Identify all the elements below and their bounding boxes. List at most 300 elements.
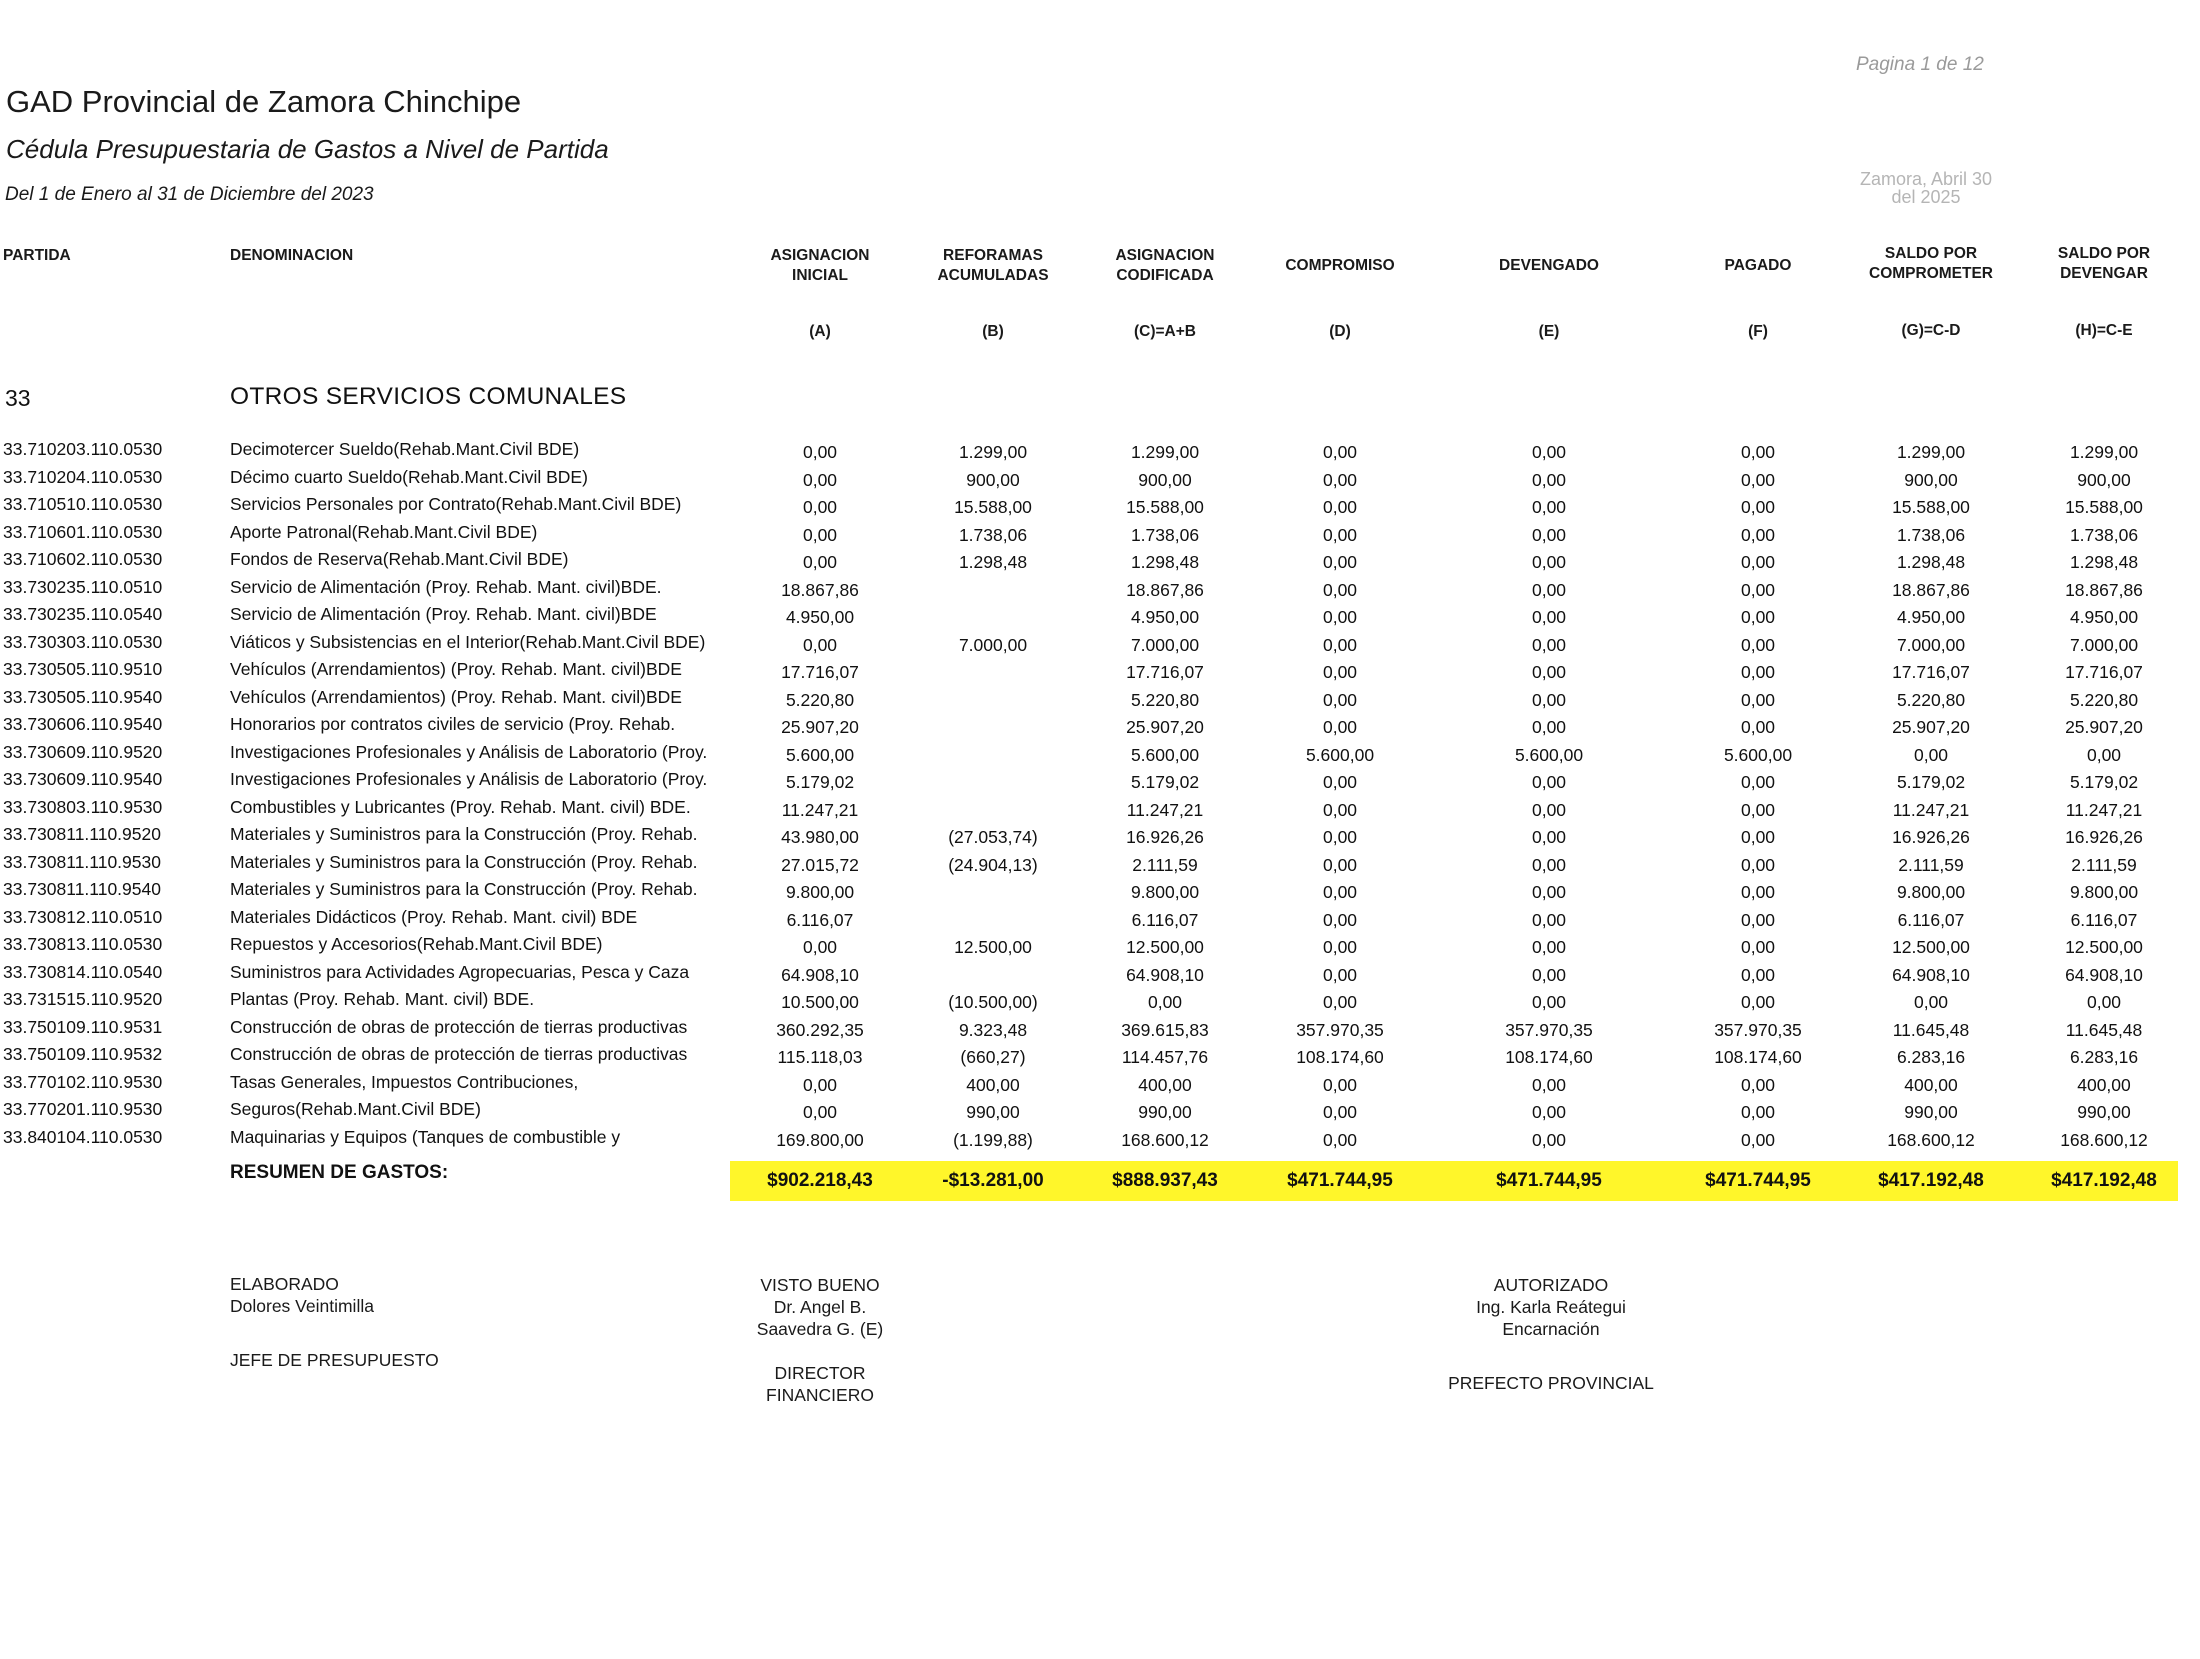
partida-code: 33.710601.110.0530 — [3, 521, 163, 542]
cell-d: 0,00 — [1322, 524, 1358, 545]
section-code: 33 — [5, 385, 31, 411]
partida-code: 33.730505.110.9540 — [3, 686, 163, 707]
cell-e: 0,00 — [1531, 1129, 1567, 1150]
cell-f: 0,00 — [1740, 1129, 1776, 1150]
partida-denominacion: Servicio de Alimentación (Proy. Rehab. Mant. civil)BDE — [230, 604, 657, 624]
partida-denominacion: Investigaciones Profesionales y Análisis de Laboratorio (Proy. — [230, 769, 708, 789]
header-line: COMPROMETER — [1869, 265, 1993, 282]
cell-e: 0,00 — [1531, 937, 1567, 957]
cell-d: 0,00 — [1322, 1074, 1358, 1095]
column-header-partida: PARTIDA — [3, 247, 71, 264]
signature-elaborado — [230, 1273, 374, 1317]
cell-c: 15.588,00 — [1126, 497, 1204, 517]
cell-h: 6.116,07 — [2070, 909, 2138, 930]
total-reformas: -$13.281,00 — [942, 1170, 1044, 1191]
signature-name: Saavedra G. (E) — [756, 1319, 884, 1339]
cell-f: 0,00 — [1740, 579, 1776, 600]
column-sub-c: (C)=A+B — [1133, 323, 1196, 340]
partida-code: 33.730811.110.9520 — [3, 824, 161, 844]
cell-f: 0,00 — [1740, 937, 1776, 957]
partida-code: 33.770201.110.9530 — [3, 1099, 163, 1119]
cell-c: 1.299,00 — [1130, 442, 1200, 462]
partida-denominacion: Materiales y Suministros para la Construcción (Proy. Rehab. — [230, 851, 698, 872]
cell-b: (24.904,13) — [948, 854, 1038, 875]
place-date-line1: Zamora, Abril 30 — [1859, 170, 1993, 189]
signature-name: Dr. Angel B. — [773, 1297, 867, 1317]
signature-title: DIRECTOR — [774, 1363, 866, 1383]
cell-g: 990,00 — [1904, 1102, 1958, 1122]
table-row — [0, 602, 2200, 630]
total-pagado: $471.744,95 — [1705, 1170, 1811, 1191]
partida-denominacion: Vehículos (Arrendamientos) (Proy. Rehab. Mant. civil)BDE — [230, 686, 682, 707]
table-row — [0, 492, 2200, 520]
column-sub-a: (A) — [809, 323, 831, 340]
cell-a: 5.600,00 — [785, 744, 855, 765]
partida-denominacion: Repuestos y Accesorios(Rehab.Mant.Civil BDE) — [230, 934, 603, 954]
column-header-pagado: PAGADO — [1724, 257, 1792, 274]
cell-f: 0,00 — [1740, 442, 1776, 462]
cell-b: 7.000,00 — [958, 634, 1028, 655]
cell-f: 0,00 — [1740, 1102, 1776, 1122]
cell-h: 25.907,20 — [2065, 717, 2143, 737]
table-row — [0, 905, 2200, 933]
cell-g: 11.645,48 — [1892, 1019, 1970, 1040]
signature-title: FINANCIERO — [766, 1385, 874, 1405]
cell-g: 16.926,26 — [1892, 827, 1970, 847]
cell-h: 4.950,00 — [2069, 607, 2139, 627]
cell-h: 1.738,06 — [2069, 524, 2139, 545]
cell-g: 17.716,07 — [1892, 662, 1970, 682]
cell-f: 0,00 — [1740, 524, 1776, 545]
cell-d: 0,00 — [1322, 937, 1358, 957]
cell-f: 0,00 — [1740, 799, 1776, 820]
cell-c: 0,00 — [1147, 992, 1183, 1012]
cell-a: 43.980,00 — [781, 827, 859, 847]
cell-e: 0,00 — [1531, 497, 1567, 517]
cell-e: 0,00 — [1531, 1074, 1567, 1095]
cell-f: 0,00 — [1740, 827, 1776, 847]
cell-e: 0,00 — [1531, 827, 1567, 847]
partida-code: 33.730235.110.0510 — [3, 576, 163, 597]
partida-code: 33.770102.110.9530 — [3, 1071, 163, 1092]
partida-denominacion: Tasas Generales, Impuestos Contribuciones, — [230, 1071, 579, 1092]
cell-c: 369.615,83 — [1121, 1019, 1209, 1040]
cell-d: 0,00 — [1322, 772, 1358, 792]
cell-g: 7.000,00 — [1896, 634, 1966, 655]
table-row — [0, 1015, 2200, 1043]
table-row — [0, 712, 2200, 740]
cell-g: 15.588,00 — [1892, 497, 1970, 517]
cell-g: 18.867,86 — [1892, 579, 1970, 600]
cell-d: 108.174,60 — [1296, 1047, 1384, 1067]
cell-c: 990,00 — [1138, 1102, 1192, 1122]
cell-h: 16.926,26 — [2065, 827, 2143, 847]
column-sub-e: (E) — [1538, 323, 1560, 340]
cell-d: 0,00 — [1322, 882, 1358, 902]
cell-a: 5.179,02 — [785, 772, 855, 792]
cell-c: 64.908,10 — [1126, 964, 1204, 985]
cell-f: 0,00 — [1740, 634, 1776, 655]
column-header-asignacion-inicial — [730, 246, 910, 286]
cell-h: 17.716,07 — [2065, 662, 2143, 682]
table-row — [0, 437, 2200, 465]
cell-f: 108.174,60 — [1714, 1047, 1802, 1067]
cell-a: 0,00 — [802, 497, 838, 517]
table-row — [0, 1097, 2200, 1125]
cell-f: 0,00 — [1740, 607, 1776, 627]
partida-denominacion: Maquinarias y Equipos (Tanques de combustible y — [230, 1126, 621, 1147]
cell-a: 0,00 — [802, 634, 838, 655]
signature-visto-bueno-title — [720, 1362, 920, 1406]
cell-e: 0,00 — [1531, 992, 1567, 1012]
cell-c: 5.600,00 — [1130, 744, 1200, 765]
cell-h: 7.000,00 — [2069, 634, 2139, 655]
cell-c: 5.220,80 — [1130, 689, 1200, 710]
cell-a: 0,00 — [802, 469, 838, 490]
cell-d: 0,00 — [1322, 909, 1358, 930]
table-row — [0, 822, 2200, 850]
column-header-codificada — [1075, 246, 1255, 286]
partida-code: 33.731515.110.9520 — [3, 989, 163, 1009]
partida-denominacion: Servicios Personales por Contrato(Rehab.Mant.Civil BDE) — [230, 494, 682, 514]
cell-h: 5.220,80 — [2069, 689, 2139, 710]
cell-h: 5.179,02 — [2069, 772, 2139, 792]
cell-b: 12.500,00 — [954, 937, 1032, 957]
cell-h: 0,00 — [2086, 744, 2122, 765]
cell-d: 0,00 — [1322, 689, 1358, 710]
organization-name: GAD Provincial de Zamora Chinchipe — [6, 84, 522, 119]
cell-c: 114.457,76 — [1121, 1047, 1209, 1067]
cell-c: 18.867,86 — [1126, 579, 1204, 600]
partida-denominacion: Honorarios por contratos civiles de servicio (Proy. Rehab. — [230, 714, 676, 734]
table-row — [0, 877, 2200, 905]
column-sub-b: (B) — [982, 323, 1004, 340]
cell-h: 11.645,48 — [2065, 1019, 2143, 1040]
cell-a: 0,00 — [802, 1102, 838, 1122]
cell-d: 5.600,00 — [1305, 744, 1375, 765]
summary-label: RESUMEN DE GASTOS: — [230, 1162, 449, 1183]
signature-name: Encarnación — [1502, 1319, 1600, 1339]
column-header-saldo-devengar — [2014, 244, 2194, 284]
cell-e: 5.600,00 — [1514, 744, 1584, 765]
table-row — [0, 520, 2200, 548]
cell-a: 0,00 — [802, 552, 838, 572]
cell-c: 2.111,59 — [1132, 854, 1198, 875]
cell-f: 0,00 — [1740, 689, 1776, 710]
signature-elaborado-title: JEFE DE PRESUPUESTO — [230, 1350, 439, 1370]
cell-h: 400,00 — [2077, 1074, 2131, 1095]
cell-h: 9.800,00 — [2069, 882, 2139, 902]
table-row — [0, 740, 2200, 768]
partida-code: 33.710510.110.0530 — [3, 494, 163, 514]
table-row — [0, 987, 2200, 1015]
cell-c: 11.247,21 — [1126, 799, 1204, 820]
cell-c: 9.800,00 — [1130, 882, 1200, 902]
cell-e: 0,00 — [1531, 909, 1567, 930]
cell-b: 9.323,48 — [958, 1019, 1028, 1040]
cell-f: 0,00 — [1740, 964, 1776, 985]
cell-c: 12.500,00 — [1126, 937, 1204, 957]
cell-c: 4.950,00 — [1130, 607, 1200, 627]
partida-code: 33.730235.110.0540 — [3, 604, 163, 624]
table-row — [0, 465, 2200, 493]
partida-denominacion: Materiales y Suministros para la Construcción (Proy. Rehab. — [230, 879, 698, 899]
cell-h: 6.283,16 — [2069, 1047, 2139, 1067]
partida-code: 33.840104.110.0530 — [3, 1126, 163, 1147]
column-header-devengado: DEVENGADO — [1499, 257, 1599, 274]
header-line: INICIAL — [792, 267, 848, 284]
table-row — [0, 1042, 2200, 1070]
cell-e: 0,00 — [1531, 1102, 1567, 1122]
cell-b: (1.199,88) — [953, 1129, 1033, 1150]
table-row — [0, 850, 2200, 878]
header-line: ASIGNACION — [770, 247, 870, 264]
total-codificada: $888.937,43 — [1112, 1170, 1218, 1191]
partida-denominacion: Décimo cuarto Sueldo(Rehab.Mant.Civil BDE) — [230, 466, 588, 487]
partida-code: 33.710204.110.0530 — [3, 466, 163, 487]
partida-code: 33.730812.110.0510 — [3, 906, 163, 927]
signature-name: Dolores Veintimilla — [230, 1296, 374, 1316]
cell-d: 0,00 — [1322, 1102, 1358, 1122]
cell-h: 2.111,59 — [2071, 854, 2137, 875]
cell-a: 25.907,20 — [781, 717, 859, 737]
place-date — [1851, 170, 2001, 204]
cell-h: 900,00 — [2077, 469, 2131, 490]
cell-h: 12.500,00 — [2065, 937, 2143, 957]
cell-c: 7.000,00 — [1130, 634, 1200, 655]
cell-a: 0,00 — [802, 442, 838, 462]
total-saldo-comprometer: $417.192,48 — [1878, 1170, 1984, 1191]
column-sub-g: (G)=C-D — [1901, 322, 1961, 339]
total-asignacion-inicial: $902.218,43 — [767, 1170, 873, 1191]
cell-c: 25.907,20 — [1126, 717, 1204, 737]
total-compromiso: $471.744,95 — [1287, 1170, 1393, 1191]
cell-d: 0,00 — [1322, 607, 1358, 627]
cell-g: 1.299,00 — [1896, 442, 1966, 462]
cell-b: (10.500,00) — [948, 992, 1038, 1012]
cell-c: 400,00 — [1138, 1074, 1192, 1095]
column-sub-d: (D) — [1329, 323, 1351, 340]
cell-g: 400,00 — [1904, 1074, 1958, 1095]
cell-a: 18.867,86 — [781, 579, 859, 600]
signature-visto-bueno — [720, 1274, 920, 1340]
partida-denominacion: Servicio de Alimentación (Proy. Rehab. Mant. civil)BDE. — [230, 576, 662, 597]
total-saldo-devengar: $417.192,48 — [2051, 1170, 2157, 1191]
partida-code: 33.730505.110.9510 — [3, 659, 163, 679]
cell-a: 0,00 — [802, 1074, 838, 1095]
partida-denominacion: Combustibles y Lubricantes (Proy. Rehab. Mant. civil) BDE. — [230, 796, 691, 817]
cell-a: 0,00 — [802, 524, 838, 545]
cell-e: 0,00 — [1531, 662, 1567, 682]
cell-a: 64.908,10 — [781, 964, 859, 985]
cell-e: 0,00 — [1531, 469, 1567, 490]
header-line: REFORAMAS — [943, 247, 1043, 264]
partida-denominacion: Construcción de obras de protección de tierras productivas — [230, 1016, 688, 1037]
place-date-line2: del 2025 — [1891, 187, 1961, 204]
partida-denominacion: Decimotercer Sueldo(Rehab.Mant.Civil BDE) — [230, 439, 580, 459]
cell-g: 0,00 — [1913, 992, 1949, 1012]
cell-e: 0,00 — [1531, 524, 1567, 545]
table-row — [0, 630, 2200, 658]
partida-code: 33.730811.110.9540 — [3, 879, 161, 899]
cell-d: 0,00 — [1322, 552, 1358, 572]
signature-autorizado-title: PREFECTO PROVINCIAL — [1448, 1373, 1654, 1393]
cell-d: 0,00 — [1322, 469, 1358, 490]
cell-g: 0,00 — [1913, 744, 1949, 765]
cell-e: 0,00 — [1531, 634, 1567, 655]
signature-autorizado — [1446, 1274, 1656, 1340]
partida-code: 33.730303.110.0530 — [3, 631, 163, 652]
cell-b: 15.588,00 — [954, 497, 1032, 517]
cell-e: 0,00 — [1531, 607, 1567, 627]
cell-a: 360.292,35 — [776, 1019, 864, 1040]
cell-c: 900,00 — [1138, 469, 1192, 490]
page-indicator: Pagina 1 de 12 — [1856, 54, 1984, 75]
partida-code: 33.730811.110.9530 — [3, 851, 161, 872]
cell-c: 17.716,07 — [1126, 662, 1204, 682]
cell-g: 25.907,20 — [1892, 717, 1970, 737]
partida-code: 33.710203.110.0530 — [3, 439, 163, 459]
partida-denominacion: Materiales Didácticos (Proy. Rehab. Mant. civil) BDE — [230, 906, 638, 927]
partida-code: 33.730609.110.9540 — [3, 769, 163, 789]
table-row — [0, 767, 2200, 795]
cell-g: 64.908,10 — [1892, 964, 1970, 985]
cell-f: 0,00 — [1740, 469, 1776, 490]
column-header-denominacion: DENOMINACION — [230, 247, 354, 264]
partida-denominacion: Plantas (Proy. Rehab. Mant. civil) BDE. — [230, 989, 535, 1009]
cell-e: 357.970,35 — [1505, 1019, 1593, 1040]
cell-g: 6.283,16 — [1896, 1047, 1966, 1067]
cell-h: 168.600,12 — [2060, 1129, 2148, 1150]
header-line: DEVENGAR — [2060, 265, 2148, 282]
cell-f: 0,00 — [1740, 717, 1776, 737]
cell-f: 0,00 — [1740, 882, 1776, 902]
cell-g: 1.298,48 — [1896, 552, 1966, 572]
table-row — [0, 1070, 2200, 1098]
cell-b: 1.298,48 — [958, 552, 1028, 572]
partida-denominacion: Fondos de Reserva(Rehab.Mant.Civil BDE) — [230, 549, 569, 569]
cell-d: 0,00 — [1322, 717, 1358, 737]
cell-f: 0,00 — [1740, 1074, 1776, 1095]
cell-g: 5.179,02 — [1896, 772, 1966, 792]
cell-h: 1.298,48 — [2069, 552, 2139, 572]
partida-denominacion: Aporte Patronal(Rehab.Mant.Civil BDE) — [230, 521, 538, 542]
cell-a: 115.118,03 — [777, 1047, 863, 1067]
partida-code: 33.730814.110.0540 — [3, 961, 163, 982]
cell-g: 5.220,80 — [1896, 689, 1966, 710]
cell-e: 0,00 — [1531, 772, 1567, 792]
cell-d: 0,00 — [1322, 992, 1358, 1012]
partida-code: 33.710602.110.0530 — [3, 549, 163, 569]
column-sub-h: (H)=C-E — [2075, 322, 2133, 339]
table-row — [0, 795, 2200, 823]
section-name: OTROS SERVICIOS COMUNALES — [230, 383, 627, 410]
partida-denominacion: Materiales y Suministros para la Construcción (Proy. Rehab. — [230, 824, 698, 844]
report-title: Cédula Presupuestaria de Gastos a Nivel de Partida — [6, 134, 609, 164]
header-line: CODIFICADA — [1116, 267, 1214, 284]
partida-code: 33.750109.110.9532 — [3, 1044, 163, 1064]
cell-e: 0,00 — [1531, 882, 1567, 902]
cell-d: 0,00 — [1322, 964, 1358, 985]
table-row — [0, 547, 2200, 575]
column-sub-f: (F) — [1748, 323, 1768, 340]
cell-g: 6.116,07 — [1897, 909, 1965, 930]
cell-a: 0,00 — [802, 937, 838, 957]
report-period: Del 1 de Enero al 31 de Diciembre del 2023 — [5, 184, 374, 205]
cell-f: 0,00 — [1740, 992, 1776, 1012]
table-row — [0, 657, 2200, 685]
partida-denominacion: Construcción de obras de protección de tierras productivas — [230, 1044, 688, 1064]
table-row — [0, 575, 2200, 603]
cell-f: 357.970,35 — [1714, 1019, 1802, 1040]
partida-code: 33.730813.110.0530 — [3, 934, 163, 954]
cell-e: 108.174,60 — [1505, 1047, 1593, 1067]
total-devengado: $471.744,95 — [1496, 1170, 1602, 1191]
signature-name: Ing. Karla Reátegui — [1476, 1297, 1626, 1317]
cell-a: 27.015,72 — [781, 854, 859, 875]
cell-b: 990,00 — [966, 1102, 1020, 1122]
cell-a: 10.500,00 — [781, 992, 859, 1012]
cell-f: 0,00 — [1740, 854, 1776, 875]
partida-code: 33.730803.110.9530 — [3, 796, 163, 817]
cell-d: 0,00 — [1322, 634, 1358, 655]
cell-f: 5.600,00 — [1723, 744, 1793, 765]
partida-denominacion: Suministros para Actividades Agropecuarias, Pesca y Caza — [230, 961, 690, 982]
cell-d: 0,00 — [1322, 827, 1358, 847]
cell-h: 18.867,86 — [2065, 579, 2143, 600]
column-header-saldo-comprometer — [1841, 244, 2021, 284]
cell-c: 16.926,26 — [1126, 827, 1204, 847]
cell-h: 64.908,10 — [2065, 964, 2143, 985]
cell-f: 0,00 — [1740, 909, 1776, 930]
cell-e: 0,00 — [1531, 717, 1567, 737]
cell-b: 400,00 — [966, 1074, 1020, 1095]
cell-e: 0,00 — [1531, 442, 1567, 462]
signature-role: AUTORIZADO — [1493, 1275, 1609, 1295]
cell-c: 168.600,12 — [1121, 1129, 1209, 1150]
cell-d: 0,00 — [1322, 579, 1358, 600]
cell-h: 0,00 — [2086, 992, 2122, 1012]
cell-h: 1.299,00 — [2069, 442, 2139, 462]
cell-c: 1.738,06 — [1130, 524, 1200, 545]
cell-d: 0,00 — [1322, 799, 1358, 820]
cell-b: 1.299,00 — [958, 442, 1028, 462]
cell-h: 15.588,00 — [2065, 497, 2143, 517]
cell-c: 6.116,07 — [1131, 909, 1199, 930]
cell-b: 900,00 — [966, 469, 1020, 490]
header-line: SALDO POR — [2057, 245, 2151, 262]
partida-denominacion: Seguros(Rehab.Mant.Civil BDE) — [230, 1099, 481, 1119]
cell-b: 1.738,06 — [958, 524, 1028, 545]
cell-e: 0,00 — [1531, 689, 1567, 710]
cell-g: 11.247,21 — [1892, 799, 1970, 820]
cell-a: 11.247,21 — [781, 799, 859, 820]
partida-code: 33.750109.110.9531 — [3, 1016, 163, 1037]
signature-role: ELABORADO — [230, 1274, 339, 1294]
column-header-reformas — [903, 246, 1083, 286]
cell-b: (660,27) — [960, 1047, 1026, 1067]
cell-f: 0,00 — [1740, 662, 1776, 682]
table-row — [0, 685, 2200, 713]
cell-h: 11.247,21 — [2065, 799, 2143, 820]
partida-code: 33.730609.110.9520 — [3, 741, 163, 762]
partida-code: 33.730606.110.9540 — [3, 714, 163, 734]
budget-table — [0, 437, 2200, 1152]
cell-a: 4.950,00 — [785, 607, 855, 627]
cell-b: (27.053,74) — [948, 827, 1038, 847]
partida-denominacion: Vehículos (Arrendamientos) (Proy. Rehab. Mant. civil)BDE — [230, 659, 682, 679]
cell-a: 9.800,00 — [785, 882, 855, 902]
